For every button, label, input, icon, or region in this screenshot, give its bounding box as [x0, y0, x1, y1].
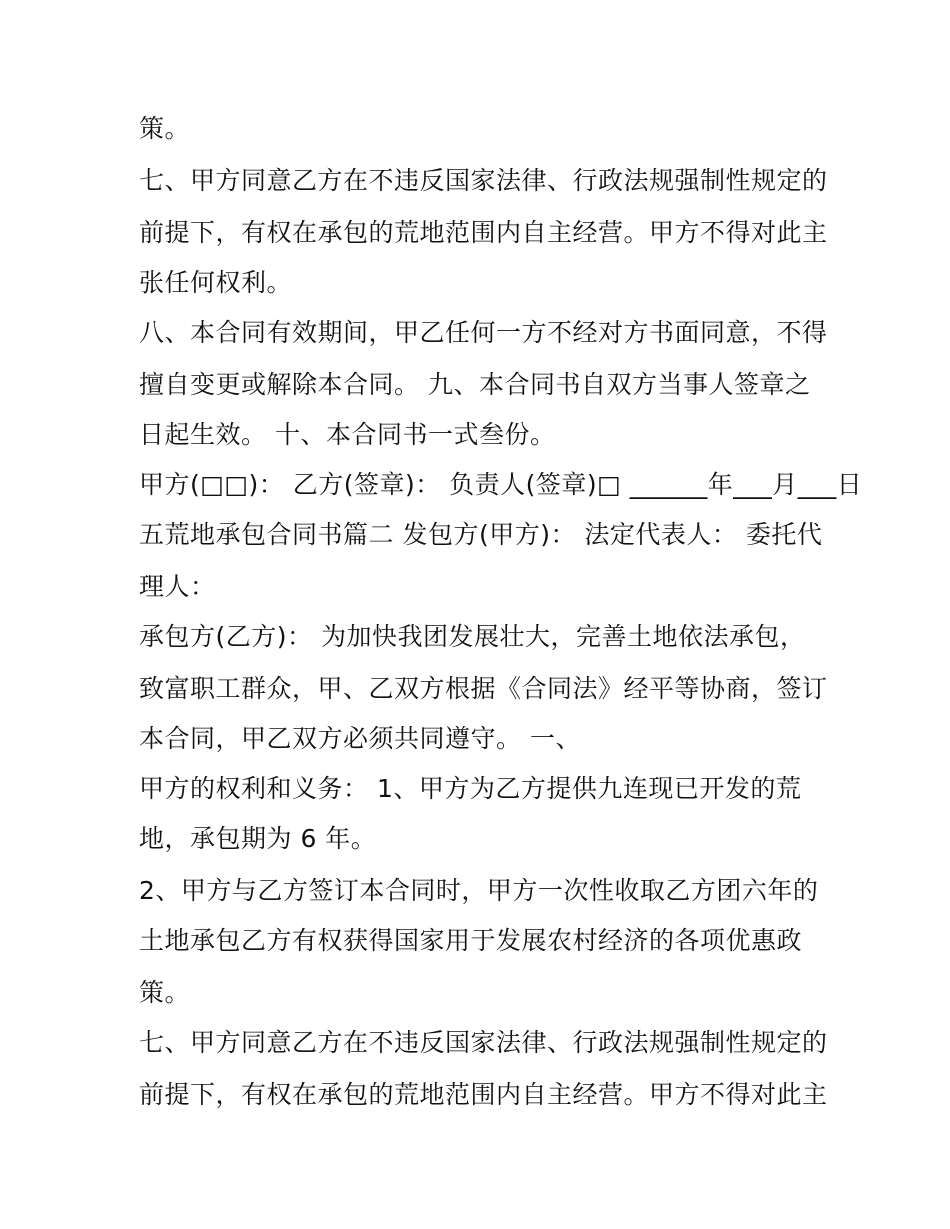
text-line: 日起生效。 十、本合同书一式叁份。: [139, 420, 556, 449]
signature-line: 甲方(□□)： 乙方(签章)： 负责人(签章)□ ______年___月___日: [139, 470, 863, 499]
text-line: 甲方的权利和义务： 1、甲方为乙方提供九连现已开发的荒: [139, 774, 802, 803]
text-line: 2、甲方与乙方签订本合同时，甲方一次性收取乙方团六年的: [139, 876, 819, 905]
text-line: 擅自变更或解除本合同。 九、本合同书自双方当事人签章之: [139, 370, 811, 399]
text-line: 前提下，有权在承包的荒地范围内自主经营。甲方不得对此主: [139, 218, 828, 247]
text-line: 理人：: [139, 572, 216, 601]
text-line: 策。: [139, 978, 191, 1007]
text-line: 七、甲方同意乙方在不违反国家法律、行政法规强制性规定的: [139, 166, 828, 195]
text-line: 七、甲方同意乙方在不违反国家法律、行政法规强制性规定的: [139, 1028, 828, 1057]
text-line: 承包方(乙方)： 为加快我团发展壮大，完善土地依法承包，: [139, 622, 806, 651]
text-line: 张任何权利。: [139, 268, 293, 297]
text-line: 土地承包乙方有权获得国家用于发展农村经济的各项优惠政: [139, 926, 803, 955]
text-line: 八、本合同有效期间，甲乙任何一方不经对方书面同意，不得: [139, 318, 828, 347]
text-line: 策。: [139, 114, 191, 143]
text-line: 五荒地承包合同书篇二 发包方(甲方)： 法定代表人： 委托代: [139, 520, 823, 549]
text-line: 本合同，甲乙双方必须共同遵守。 一、: [139, 724, 581, 753]
text-line: 前提下，有权在承包的荒地范围内自主经营。甲方不得对此主: [139, 1080, 828, 1109]
text-line: 地，承包期为 6 年。: [139, 824, 377, 853]
text-line: 致富职工群众，甲、乙双方根据《合同法》经平等协商，签订: [139, 674, 828, 703]
